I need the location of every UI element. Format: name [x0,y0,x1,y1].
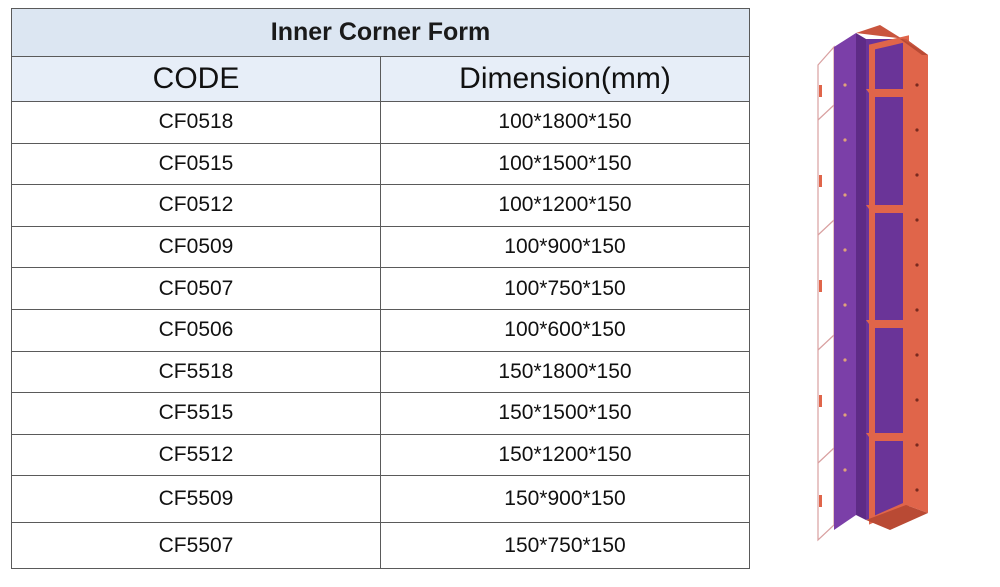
cell-dimension: 150*750*150 [381,522,750,569]
cell-dimension: 100*1500*150 [381,143,750,185]
cell-code: CF5507 [12,522,381,569]
outline-face-panel [818,47,834,540]
cell-code: CF5509 [12,476,381,523]
cell-code: CF5518 [12,351,381,393]
spec-table [11,8,750,569]
table-row [12,351,750,393]
cell-code: CF0506 [12,309,381,351]
table-row [12,102,750,144]
purple-face-panel [834,33,866,530]
table-row [12,185,750,227]
cell-dimension: 150*900*150 [381,476,750,523]
inner-corner-form-illustration [800,25,950,555]
cell-code: CF0512 [12,185,381,227]
table-row [12,434,750,476]
table-title: Inner Corner Form [12,9,750,57]
table-row [12,393,750,435]
table-row [12,522,750,569]
cell-code: CF5512 [12,434,381,476]
table-title-row [12,9,750,57]
column-header-dimension: Dimension(mm) [381,57,750,102]
cell-code: CF0518 [12,102,381,144]
cell-dimension: 100*1200*150 [381,185,750,227]
table-row [12,309,750,351]
cell-code: CF0507 [12,268,381,310]
cell-dimension: 150*1500*150 [381,393,750,435]
cell-dimension: 100*900*150 [381,226,750,268]
cell-dimension: 100*1800*150 [381,102,750,144]
table-row [12,476,750,523]
cell-dimension: 150*1800*150 [381,351,750,393]
cell-dimension: 150*1200*150 [381,434,750,476]
cell-code: CF0509 [12,226,381,268]
cell-code: CF0515 [12,143,381,185]
table-header-row [12,57,750,102]
table-row [12,226,750,268]
column-header-code: CODE [12,57,381,102]
cell-code: CF5515 [12,393,381,435]
table-row [12,268,750,310]
cell-dimension: 100*750*150 [381,268,750,310]
cell-dimension: 100*600*150 [381,309,750,351]
table-row [12,143,750,185]
